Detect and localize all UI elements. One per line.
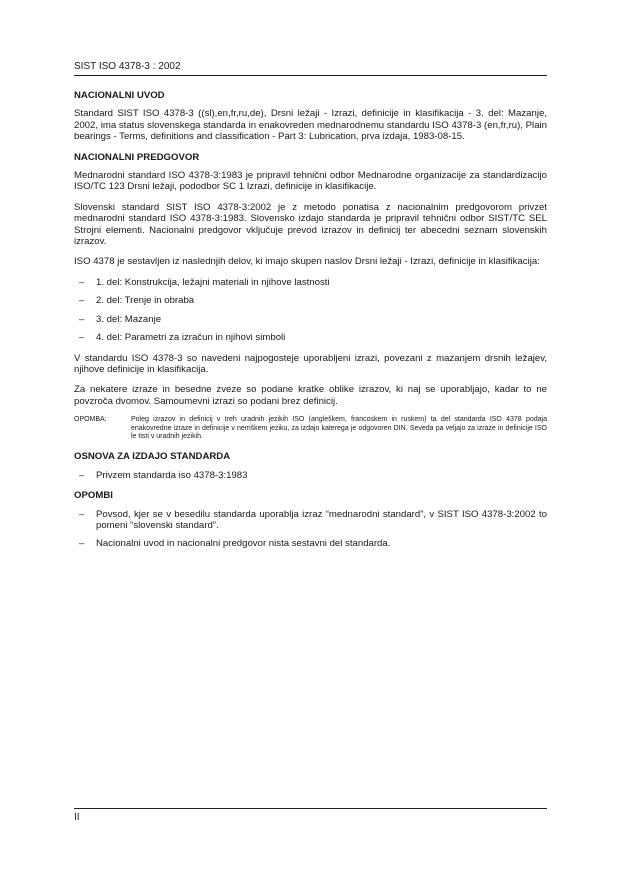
list-item: – 1. del: Konstrukcija, ležajni materiali in njihove lastnosti bbox=[74, 277, 547, 288]
osnova-list bbox=[74, 470, 547, 481]
parts-list bbox=[74, 277, 547, 344]
document-id-header: SIST ISO 4378-3 : 2002 bbox=[74, 61, 181, 72]
footer-divider bbox=[74, 808, 547, 809]
list-item: – Nacionalni uvod in nacionalni predgovor nista sestavni del standarda. bbox=[74, 538, 547, 549]
predgovor-paragraph-3: ISO 4378 je sestavljen iz naslednjih delov, ki imajo skupen naslov Drsni ležaji - Izrazi, definicije in klasifikacija: bbox=[74, 256, 540, 268]
header-divider bbox=[74, 75, 547, 76]
section-title-uvod: NACIONALNI UVOD bbox=[74, 90, 165, 101]
note-label: OPOMBA: bbox=[74, 416, 107, 424]
note-text: Poleg izrazov in definicij v treh uradnih jezikih ISO (angleškem, francoskem in ruskem) ta del standarda ISO 4378 podaja enakovredne izraze in definicije v nemškem jeziku, za izdajo katerega je odgovoren DIN. Seveda pa veljajo za izraze in definicije ISO le tisti v uradnih jezikih. bbox=[131, 416, 547, 440]
uvod-paragraph: Standard SIST ISO 4378-3 ((sl),en,fr,ru,de), Drsni ležaji - Izrazi, definicije in klasifikacija - 3. del: Mazanje, 2002, ima status slovenskega standarda in enakovreden mednarodnemu standardu ISO 4378-3 (en,fr,ru), Plain bearings - Terms, definitions and classification - Part 3: Lubrication, prva izdaja, 1983-08-15. bbox=[74, 108, 547, 143]
list-item: – 3. del: Mazanje bbox=[74, 314, 547, 325]
note-block bbox=[74, 416, 547, 441]
page-content bbox=[74, 90, 547, 559]
list-item: – 4. del: Parametri za izračun in njihovi simboli bbox=[74, 332, 547, 343]
page-number: II bbox=[74, 812, 80, 823]
list-item: – Povsod, kjer se v besedilu standarda uporablja izraz “mednarodni standard”, v SIST ISO 4378-3:2002 to pomeni “slovenski standard”. bbox=[74, 509, 547, 532]
opombi-list bbox=[74, 509, 547, 550]
predgovor-paragraph-1: Mednarodni standard ISO 4378-3:1983 je pripravil tehnični odbor Mednarodne organizacije za standardizacijo ISO/TC 123 Drsni ležaji, pododbor SC 1 Izrazi, definicije in klasifikacije. bbox=[74, 170, 547, 193]
list-item: – 2. del: Trenje in obraba bbox=[74, 295, 547, 306]
predgovor-paragraph-5: Za nekatere izraze in besedne zveze so podane kratke oblike izrazov, ki naj se uporabljajo, kadar to ne povzroča dvomov. Samoumevni izrazi so podani brez definicij. bbox=[74, 384, 547, 407]
section-title-opombi: OPOMBI bbox=[74, 490, 113, 502]
list-item: – Privzem standarda iso 4378-3:1983 bbox=[74, 470, 547, 481]
section-title-predgovor: NACIONALNI PREDGOVOR bbox=[74, 151, 200, 163]
section-title-osnova: OSNOVA ZA IZDAJO STANDARDA bbox=[74, 451, 231, 463]
predgovor-paragraph-2: Slovenski standard SIST ISO 4378-3:2002 je z metodo ponatisa z nacionalnim predgovorom privzet mednarodni standard ISO 4378-3:1983. Slovensko izdajo standarda je pripravil tehnični odbor SIST/TC SEL Strojni elementi. Nacionalni predgovor vključuje prevod izrazov in definicij ter abecedni seznam slovenskih izrazov. bbox=[74, 201, 547, 248]
predgovor-paragraph-4: V standardu ISO 4378-3 so navedeni najpogosteje uporabljeni izrazi, povezani z mazanjem drsnih ležajev, njihove definicije in klasifikacija. bbox=[74, 352, 547, 375]
